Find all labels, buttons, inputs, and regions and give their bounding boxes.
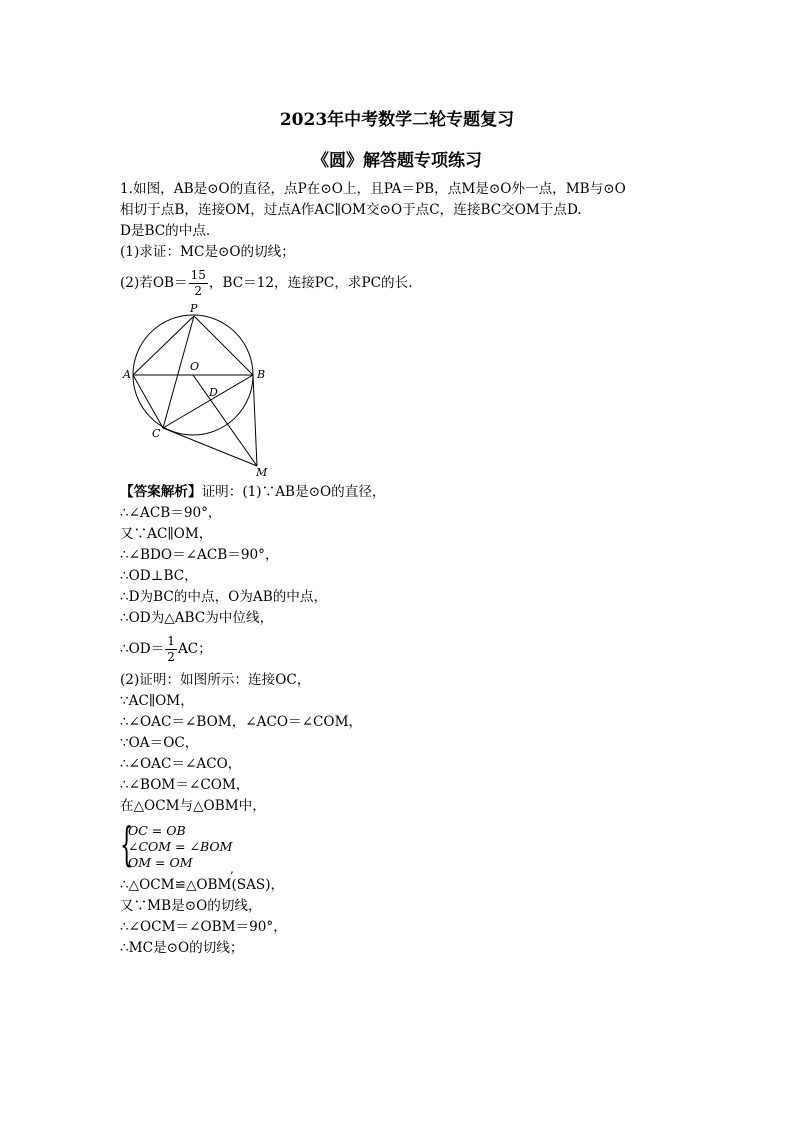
equation-system [120,817,710,876]
question-2-suffix: ，BC＝12，连接PC，求PC的长. [208,275,413,291]
segment-ac [133,375,163,428]
problem-line-2: 相切于点B，连接OM，过点A作AC∥OM交⊙O于点C，连接BC交OM于点D. [120,202,582,218]
fraction-numerator: 15 [190,268,206,282]
fraction-half [165,634,177,665]
answer-line-9: (2)证明：如图所示：连接OC， [120,672,311,688]
geometry-figure [120,304,710,482]
question-2-prefix: (2)若OB＝ [120,275,188,291]
answer-line-12: ∵OA＝OC， [120,735,199,751]
segment-bm [253,375,257,466]
left-brace: { [120,817,134,871]
answer-line-8 [120,629,710,670]
answer-line-11: ∴∠OAC＝∠BOM，∠ACO＝∠COM， [120,714,363,730]
fraction-numerator: 1 [167,634,175,648]
answer-8-prefix: ∴OD＝ [120,641,165,657]
label-b: B [257,368,266,381]
answer-line-3: 又∵AC∥OM， [120,526,213,542]
question-1: (1)求证：MC是⊙O的切线； [120,244,295,260]
answer-line-2: ∴∠ACB＝90°， [120,505,222,521]
equation-2: ∠COM = ∠BOM [128,839,233,854]
segment-cb [163,375,253,428]
answer-line-15: 在△OCM与△OBM中， [120,798,266,814]
label-m: M [256,466,268,479]
answer-line-17: 又∵MB是⊙O的切线， [120,898,262,914]
question-2 [120,263,710,304]
label-c: C [152,427,161,440]
equation-list [128,823,232,871]
answer-text-1: 证明：(1)∵AB是⊙O的直径， [201,484,386,500]
answer-line-5: ∴OD⊥BC， [120,568,198,584]
label-d: D [209,386,218,399]
equation-trailing-comma: , [230,862,234,876]
page-subtitle: 《圆》解答题专项练习 [312,151,482,171]
answer-line-14: ∴∠BOM＝∠COM， [120,777,250,793]
equation-1: OC = OB [128,823,186,838]
answer-line-16: ∴△OCM≌△OBM(SAS)， [120,877,285,893]
segment-om [193,375,257,466]
answer-line-18: ∴∠OCM＝∠OBM＝90°， [120,919,287,935]
fraction-denominator: 2 [194,284,203,298]
segment-cm [163,428,257,466]
fraction-ob [189,268,208,299]
answer-line-7: ∴OD为△ABC为中位线， [120,610,274,626]
problem-line-3: D是BC的中点. [120,223,211,239]
answer-line-19: ∴MC是⊙O的切线； [120,940,244,956]
answer-8-suffix: AC； [177,641,212,657]
fraction-denominator: 2 [167,650,175,664]
label-p: P [190,304,198,315]
answer-line-13: ∴∠OAC＝∠ACO， [120,756,242,772]
circle-diagram [120,304,280,482]
answer-line-4: ∴∠BDO＝∠ACB＝90°， [120,547,279,563]
segment-pb [194,316,253,375]
page-title: 2023年中考数学二轮专题复习 [279,110,515,130]
document-body [120,179,710,959]
answer-line-1 [120,482,710,503]
label-a: A [123,368,131,381]
segment-ap [133,316,194,375]
answer-line-10: ∵AC∥OM， [120,693,194,709]
equation-3: OM = OM [128,855,193,870]
answer-line-6: ∴D为BC的中点，O为AB的中点， [120,589,328,605]
label-o: O [190,360,200,373]
problem-line-1: 1.如图，AB是⊙O的直径，点P在⊙O上，且PA＝PB，点M是⊙O外一点，MB与⊙O [120,181,626,197]
answer-heading: 【答案解析】 [120,484,202,500]
